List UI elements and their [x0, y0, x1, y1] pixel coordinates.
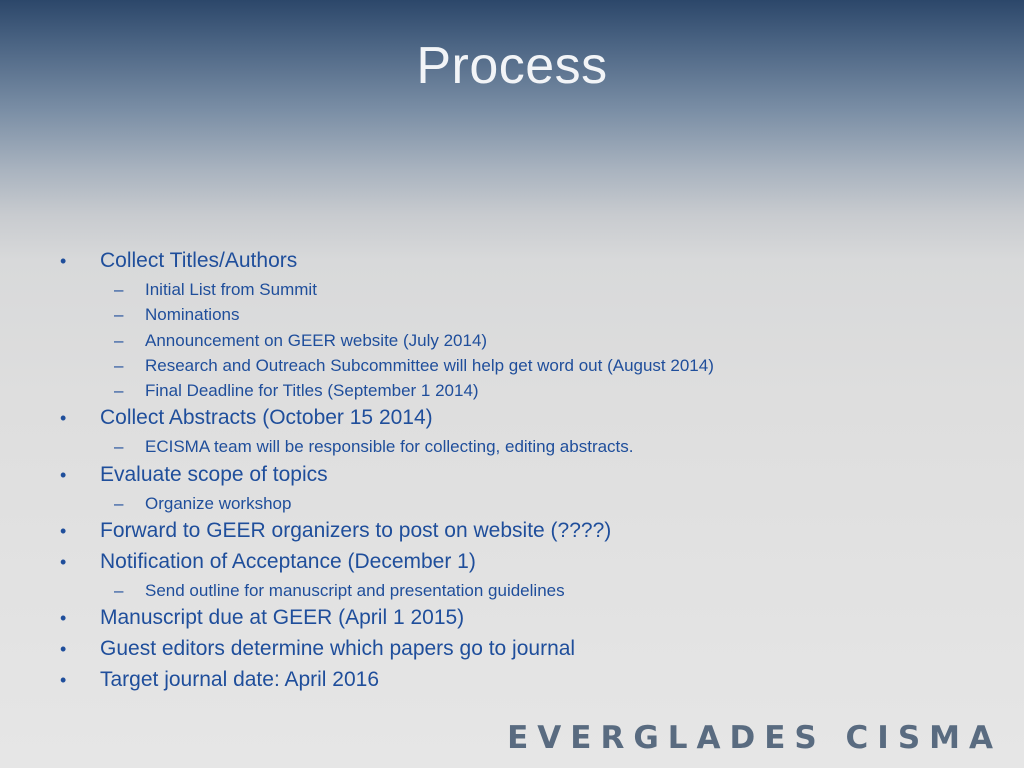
dash-marker: –	[114, 437, 124, 457]
bullet-text: Collect Abstracts (October 15 2014)	[100, 406, 433, 430]
bullet-text: Notification of Acceptance (December 1)	[100, 550, 476, 574]
sub-bullet-item	[58, 379, 988, 404]
bullet-marker: •	[60, 251, 67, 271]
sub-bullet-text: Nominations	[145, 305, 240, 325]
sub-bullet-text: ECISMA team will be responsible for collecting, editing abstracts.	[145, 437, 634, 457]
bullet-marker: •	[60, 552, 67, 573]
bullet-item	[58, 517, 988, 548]
sub-bullet-text: Announcement on GEER website (July 2014)	[145, 330, 488, 350]
dash-marker: –	[114, 581, 124, 601]
bullet-text: Guest editors determine which papers go to journal	[100, 637, 576, 661]
dash-marker: –	[114, 493, 124, 513]
sub-bullet-item	[58, 278, 988, 303]
dash-marker: –	[114, 305, 124, 325]
bullet-item	[58, 247, 988, 278]
sub-bullet-text: Initial List from Summit	[145, 280, 317, 299]
dash-marker: –	[114, 330, 124, 350]
bullet-text: Collect Titles/Authors	[100, 249, 298, 272]
slide-title: Process	[416, 37, 608, 95]
dash-marker: –	[114, 355, 124, 375]
bullet-text: Forward to GEER organizers to post on website (????)	[100, 519, 612, 543]
bullet-item	[58, 604, 988, 635]
bullet-marker: •	[60, 670, 67, 691]
bullet-item	[58, 548, 988, 579]
bullet-list	[58, 247, 988, 697]
sub-bullet-text: Research and Outreach Subcommittee will help get word out (August 2014)	[145, 355, 714, 375]
bullet-text: Target journal date: April 2016	[100, 668, 380, 692]
sub-bullet-item	[58, 435, 988, 460]
bullet-item	[58, 635, 988, 666]
bullet-item	[58, 404, 988, 435]
bullet-marker: •	[60, 639, 67, 660]
bullet-item	[58, 666, 988, 697]
bullet-text: Evaluate scope of topics	[100, 462, 328, 486]
sub-bullet-item	[58, 579, 988, 604]
sub-bullet-item	[58, 492, 988, 517]
sub-bullet-text: Final Deadline for Titles (September 1 2014)	[145, 381, 479, 401]
bullet-text: Manuscript due at GEER (April 1 2015)	[100, 606, 465, 630]
everglades-cisma-logo: EVERGLADES CISMA	[507, 720, 1002, 756]
bullet-marker: •	[60, 521, 67, 542]
bullet-marker: •	[60, 608, 67, 629]
sub-bullet-item	[58, 354, 988, 379]
sub-bullet-text: Send outline for manuscript and presentation guidelines	[145, 581, 565, 601]
bullet-marker: •	[60, 464, 67, 485]
sub-bullet-text: Organize workshop	[145, 493, 292, 513]
bullet-marker: •	[60, 408, 67, 429]
dash-marker: –	[114, 280, 124, 299]
bullet-item	[58, 461, 988, 492]
dash-marker: –	[114, 381, 124, 401]
sub-bullet-item	[58, 329, 988, 354]
sub-bullet-item	[58, 303, 988, 328]
